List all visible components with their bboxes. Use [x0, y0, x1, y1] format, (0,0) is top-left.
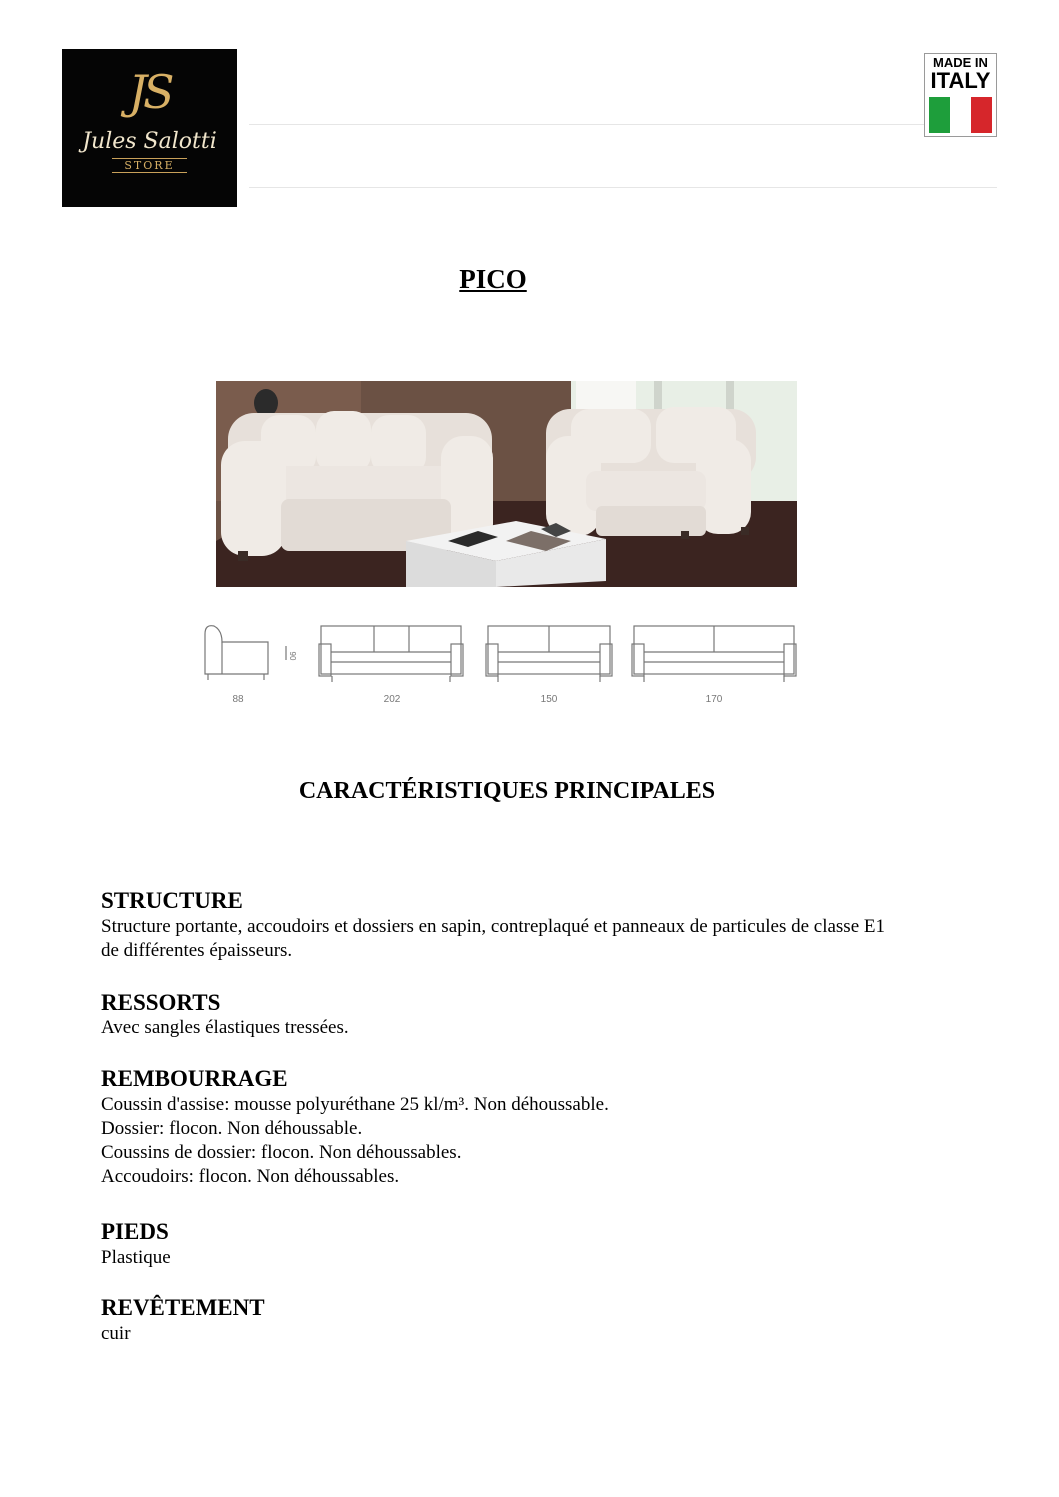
section-heading-padding: REMBOURRAGE	[101, 1066, 288, 1091]
store-logo	[62, 49, 237, 207]
logo-monogram: JS	[128, 65, 171, 119]
padding-line-1: Coussin d'assise: mousse polyuréthane 25 kl/m³. Non déhoussable.	[101, 1094, 609, 1115]
two-seat-sofa	[546, 407, 756, 539]
logo-brand-name: Jules Salotti	[82, 129, 217, 154]
side-view-drawing	[205, 626, 286, 680]
padding-line-2: Dossier: flocon. Non déhoussable.	[101, 1118, 363, 1139]
flag-green-stripe	[929, 97, 950, 133]
dimension-label-202: 202	[383, 694, 401, 705]
product-photo	[216, 381, 797, 587]
logo-store-label: STORE	[112, 158, 186, 173]
section-body-padding	[101, 1093, 991, 1189]
header-divider-bottom	[249, 187, 997, 188]
dimension-label-88: 88	[232, 694, 244, 705]
padding-line-4: Accoudoirs: flocon. Non déhoussables.	[101, 1166, 400, 1187]
two-seat-170-plan-drawing	[632, 626, 796, 682]
feet-line-1: Plastique	[101, 1247, 171, 1268]
dimension-label-150: 150	[540, 694, 558, 705]
padding-line-3: Coussins de dossier: flocon. Non déhoussables.	[101, 1142, 462, 1163]
dimension-plans	[198, 616, 802, 712]
section-body-springs	[101, 1016, 991, 1040]
badge-made-in-text: MADE IN	[933, 55, 988, 70]
section-heading-structure: STRUCTURE	[101, 888, 243, 913]
badge-italy-text: ITALY	[930, 68, 991, 93]
section-body-feet	[101, 1246, 991, 1270]
product-name: PICO	[459, 264, 527, 294]
made-in-italy-badge	[924, 53, 997, 137]
two-seat-150-plan-drawing	[486, 626, 612, 682]
product-title	[0, 264, 986, 295]
section-heading-springs: RESSORTS	[101, 990, 221, 1015]
flag-red-stripe	[971, 97, 992, 133]
italian-flag-icon	[929, 97, 992, 133]
structure-line-1: Structure portante, accoudoirs et dossiers en sapin, contreplaqué et panneaux de particules de classe E1	[101, 916, 885, 937]
dimension-label-170: 170	[705, 694, 723, 705]
three-seat-plan-drawing	[319, 626, 463, 682]
section-heading-covering: REVÊTEMENT	[101, 1295, 265, 1320]
features-title: CARACTÉRISTIQUES PRINCIPALES	[298, 778, 716, 804]
structure-line-2: de différentes épaisseurs.	[101, 940, 293, 961]
section-heading-feet: PIEDS	[101, 1219, 169, 1244]
covering-line-1: cuir	[101, 1323, 131, 1344]
flag-white-stripe	[950, 97, 971, 133]
springs-line-1: Avec sangles élastiques tressées.	[101, 1017, 349, 1038]
section-body-covering	[101, 1322, 991, 1346]
dimension-label-height: 90	[288, 651, 297, 661]
header-divider-top	[249, 124, 997, 125]
section-body-structure	[101, 915, 991, 963]
